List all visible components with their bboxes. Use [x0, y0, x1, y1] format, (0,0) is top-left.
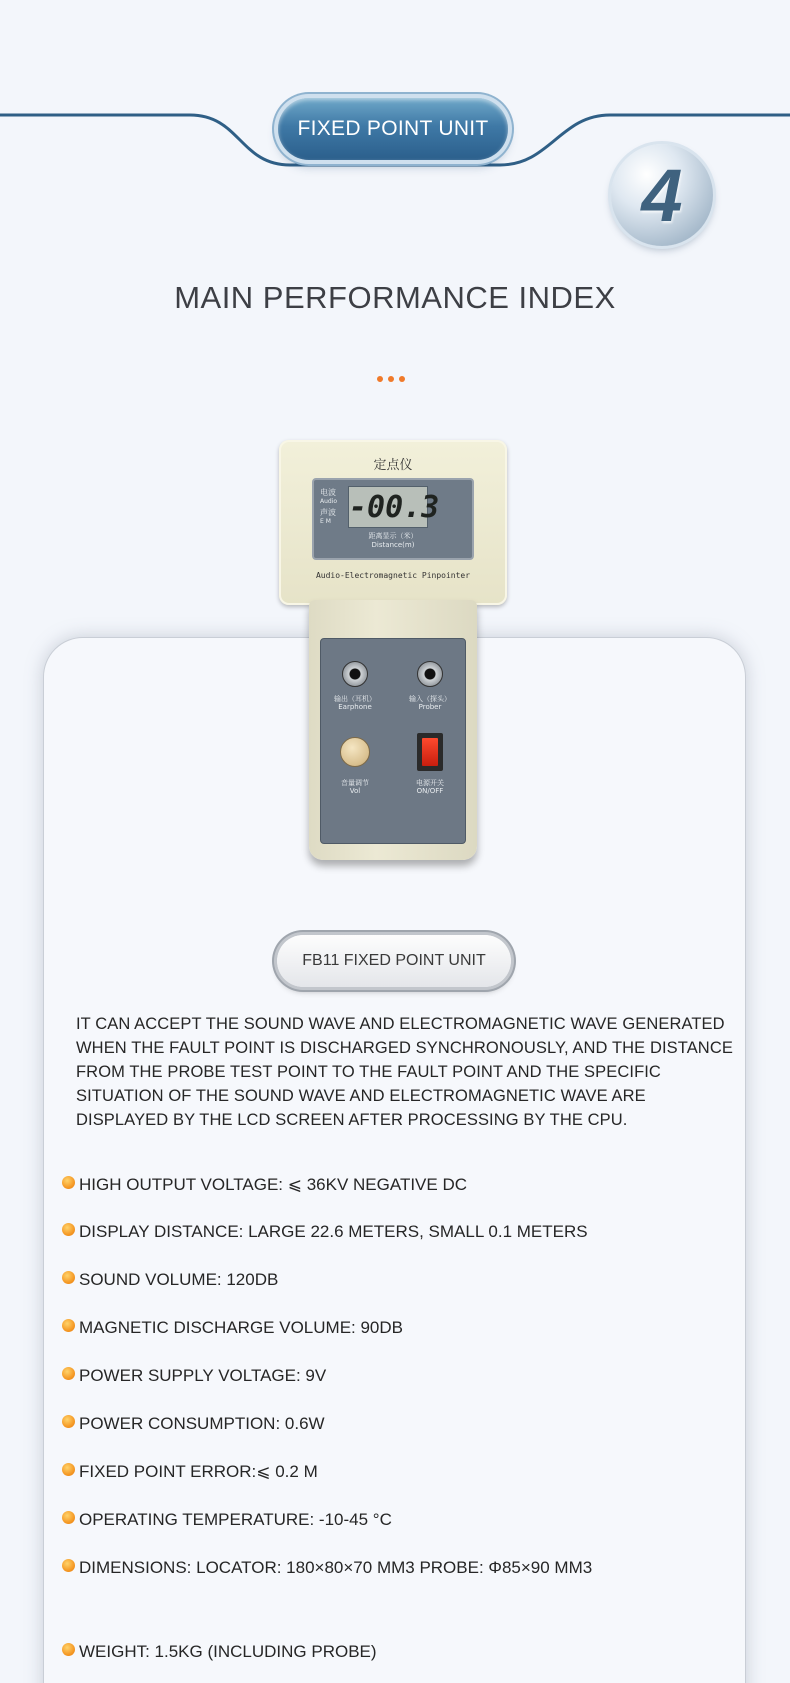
power-label: 电源开关 ON/OFF [416, 779, 444, 795]
bullet-icon [62, 1319, 75, 1332]
device-subtitle: Audio-Electromagnetic Pinpointer [315, 571, 471, 580]
bullet-icon [62, 1176, 75, 1189]
bullet-icon [62, 1463, 75, 1476]
volume-knob-icon [340, 737, 370, 767]
spec-item: POWER CONSUMPTION: 0.6W [62, 1414, 325, 1434]
spec-item: FIXED POINT ERROR:⩽ 0.2 M [62, 1462, 318, 1482]
spec-item: OPERATING TEMPERATURE: -10-45 °C [62, 1510, 392, 1530]
earphone-jack-icon [342, 661, 368, 687]
spec-item: WEIGHT: 1.5KG (INCLUDING PROBE) [62, 1642, 377, 1662]
lcd-readout: -00.3 [348, 486, 428, 528]
device-image [279, 440, 507, 860]
lcd-audio-label: 电波 Audio [320, 488, 338, 505]
product-description: IT CAN ACCEPT THE SOUND WAVE AND ELECTROMAGNETIC WAVE GENERATED WHEN THE FAULT POINT IS DISCHARGED SYNCHRONOUSLY, AND THE DISTANCE FROM THE PROBE TEST POINT TO THE FAULT POINT AND THE SPECIFIC SITUATION OF THE SOUND WAVE AND ELECTROMAGNETIC WAVE ARE DISPLAYED BY THE LCD SCREEN AFTER PROCESSING BY THE CPU. [76, 1015, 733, 1129]
spec-item: POWER SUPPLY VOLTAGE: 9V [62, 1366, 326, 1386]
bullet-icon [62, 1271, 75, 1284]
product-name: FB11 FIXED POINT UNIT [302, 952, 486, 969]
bullet-icon [62, 1511, 75, 1524]
device-title: 定点仪 [373, 458, 413, 473]
section-number-badge [611, 144, 713, 246]
prober-label: 输入（探头） Prober [409, 695, 451, 711]
device-control-panel [320, 638, 466, 844]
volume-label: 音量调节 Vol [341, 779, 369, 795]
lcd-caption: 距离显示（米） Distance(m) [368, 532, 418, 549]
bullet-icon [62, 1223, 75, 1236]
title-divider-dots [377, 376, 405, 382]
spec-item: SOUND VOLUME: 120DB [62, 1270, 278, 1290]
page-title: MAIN PERFORMANCE INDEX [174, 280, 616, 315]
spec-item: MAGNETIC DISCHARGE VOLUME: 90DB [62, 1318, 403, 1338]
spec-item: HIGH OUTPUT VOLTAGE: ⩽ 36KV NEGATIVE DC [62, 1175, 467, 1195]
bullet-icon [62, 1559, 75, 1572]
product-name-badge [277, 935, 511, 987]
earphone-label: 输出（耳机） Earphone [334, 695, 376, 711]
power-switch-icon [417, 733, 443, 771]
lcd-panel [312, 478, 474, 560]
bullet-icon [62, 1415, 75, 1428]
bullet-icon [62, 1643, 75, 1656]
device-head [279, 440, 507, 605]
section-label-badge [278, 98, 508, 160]
prober-jack-icon [417, 661, 443, 687]
spec-item: DIMENSIONS: LOCATOR: 180×80×70 MM3 PROBE: Φ85×90 MM3 [62, 1558, 592, 1578]
section-label: FIXED POINT UNIT [297, 117, 489, 140]
lcd-em-label: 声波 E M [320, 508, 336, 525]
bullet-icon [62, 1367, 75, 1380]
section-number: 4 [641, 153, 683, 237]
spec-item: DISPLAY DISTANCE: LARGE 22.6 METERS, SMALL 0.1 METERS [62, 1222, 588, 1242]
